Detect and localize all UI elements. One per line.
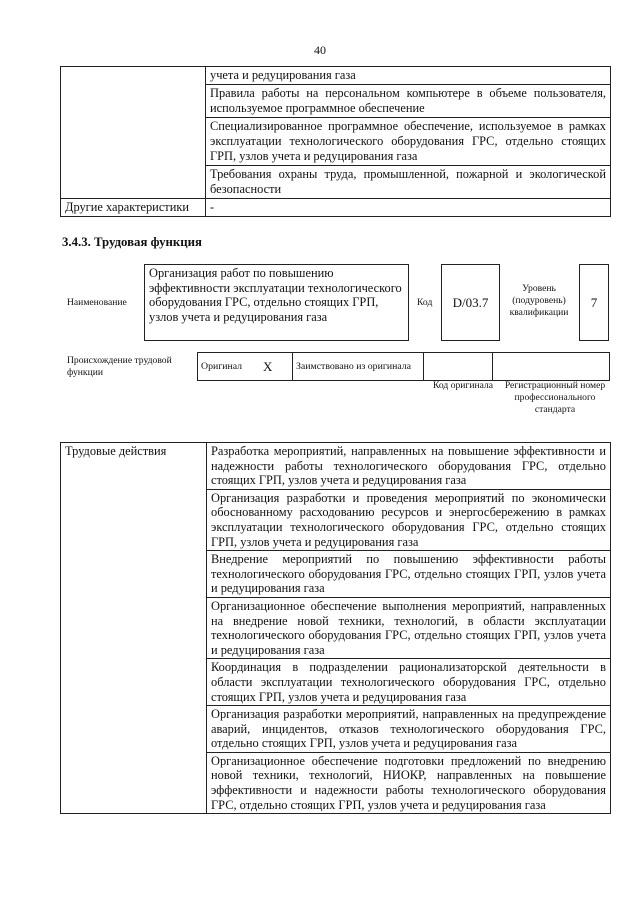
reg-number-cell [493, 353, 610, 381]
level-value: 7 [590, 294, 598, 310]
table-cell: учета и редуцирования газа [206, 67, 611, 85]
table-row [61, 67, 611, 85]
table-cell-left [61, 67, 206, 199]
function-code-value: D/03.7 [452, 294, 489, 310]
original-mark: X [260, 353, 293, 381]
table-row [198, 353, 610, 381]
section-title: 3.4.3. Трудовая функция [62, 235, 202, 249]
knowledge-table [60, 66, 611, 217]
labor-action-item: Координация в подразделении рационализаторской деятельности в области эксплуатации технологического оборудования ГРС, отдельно стоящих ГРП, узлов учета и редуцирования газа [207, 659, 611, 706]
other-characteristics-value: - [206, 199, 611, 217]
origin-label: Происхождение трудовой функции [67, 355, 172, 378]
function-name-box: Организация работ по повышению эффективности эксплуатации технологического оборудования ГРС, отдельно стоящих ГРП, узлов учета и редуцирования газа [144, 264, 409, 341]
reg-number-caption: Регистрационный номер профессионального стандарта [504, 380, 606, 415]
labor-action-item: Организация разработки мероприятий, направленных на предупреждение аварий, инцидентов, отказов технологического оборудования ГРС, отдельно стоящих ГРП, узлов учета и редуцирования газа [207, 706, 611, 753]
code-original-cell [424, 353, 493, 381]
labor-action-item: Разработка мероприятий, направленных на повышение эффективности и надежности работы технологического оборудования ГРС, отдельно стоящих ГРП, узлов учета и редуцирования газа [207, 443, 611, 490]
other-characteristics-label: Другие характеристики [61, 199, 206, 217]
level-box [579, 264, 609, 341]
table-row [61, 199, 611, 217]
borrowed-label: Заимствовано из оригинала [293, 353, 424, 381]
labor-actions-header: Трудовые действия [61, 443, 207, 814]
code-label: Код [417, 297, 433, 308]
table-cell: Правила работы на персональном компьютере в объеме пользователя, используемое программное обеспечение [206, 85, 611, 118]
labor-action-item: Организация разработки и проведения мероприятий по экономически обоснованному расходованию ресурсов и энергосбережению в рамках эксплуатации технологического оборудования ГРС, отдельно стоящих ГРП, узлов учета и редуцирования газа [207, 489, 611, 550]
table-cell: Специализированное программное обеспечение, используемое в рамках эксплуатации технологического оборудования ГРС, отдельно стоящих ГРП, узлов учета и редуцирования газа [206, 118, 611, 166]
original-label: Оригинал [198, 353, 261, 381]
page-number: 40 [314, 43, 326, 57]
name-label: Наименование [67, 297, 127, 308]
table-cell: Требования охраны труда, промышленной, пожарной и экологической безопасности [206, 166, 611, 199]
function-code-box [441, 264, 500, 341]
table-row [61, 443, 611, 490]
labor-actions-table [60, 442, 611, 814]
labor-action-item: Организационное обеспечение подготовки предложений по внедрению новой техники, технологий, НИОКР, направленных на повышение эффективности и надежности работы технологического оборудования ГРС, отдельно стоящих ГРП, узлов учета и редуцирования газа [207, 752, 611, 813]
origin-table [197, 352, 610, 381]
level-label: Уровень (подуровень) квалификации [509, 283, 569, 318]
code-original-caption: Код оригинала [432, 380, 494, 391]
labor-action-item: Организационное обеспечение выполнения мероприятий, направленных на внедрение новой техники, технологий, в области эксплуатации технологического оборудования ГРС, отдельно стоящих ГРП, узлов учета и редуцирования газа [207, 597, 611, 658]
labor-action-item: Внедрение мероприятий по повышению эффективности работы технологического оборудования ГРС, отдельно стоящих ГРП, узлов учета и редуцирования газа [207, 551, 611, 598]
